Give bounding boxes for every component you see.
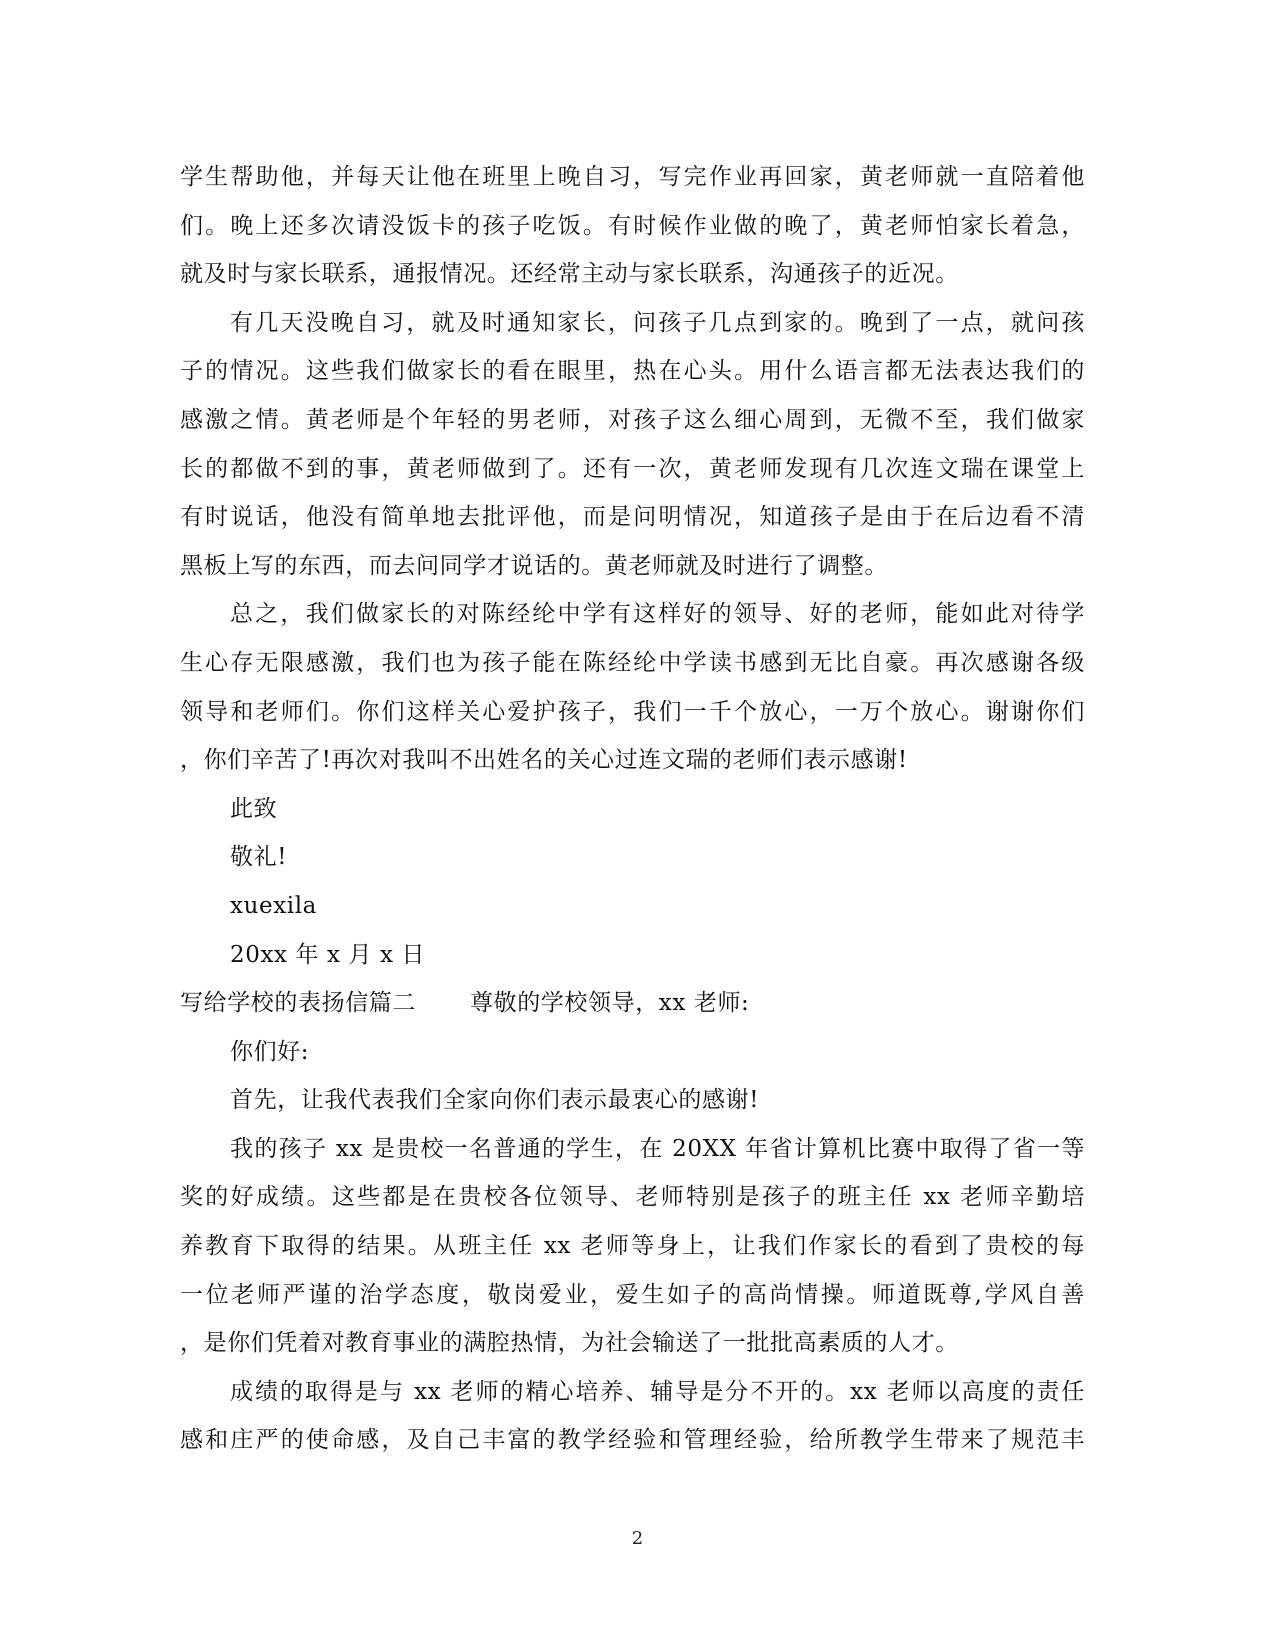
paragraph-line: 总之，我们做家长的对陈经纶中学有这样好的领导、好的老师，能如此对待学 [230, 601, 1085, 628]
paragraph-line: 奖的好成绩。这些都是在贵校各位领导、老师特别是孩子的班主任 xx 老师辛勤培 [180, 1184, 1085, 1211]
letter-date: 20xx 年 x 月 x 日 [230, 941, 426, 968]
paragraph-line: 们。晚上还多次请没饭卡的孩子吃饭。有时候作业做的晚了，黄老师怕家长着急， [180, 212, 1085, 239]
page-number: 2 [631, 1528, 644, 1549]
paragraph-line: 有几天没晚自习，就及时通知家长，问孩子几点到家的。晚到了一点，就问孩 [230, 309, 1085, 336]
paragraph-line: 长的都做不到的事，黄老师做到了。还有一次，黄老师发现有几次连文瑞在课堂上 [180, 455, 1085, 482]
paragraph-line: 黑板上写的东西，而去问同学才说话的。黄老师就及时进行了调整。 [180, 552, 888, 579]
paragraph-line: 我的孩子 xx 是贵校一名普通的学生，在 20XX 年省计算机比赛中取得了省一等 [230, 1135, 1085, 1162]
letter-thanks: 首先，让我代表我们全家向你们表示最衷心的感谢! [230, 1087, 760, 1114]
letter-recipient: 尊敬的学校领导，xx 老师: [470, 990, 750, 1017]
paragraph-line: 养教育下取得的结果。从班主任 xx 老师等身上，让我们作家长的看到了贵校的每 [180, 1233, 1085, 1260]
paragraph-line: 领导和老师们。你们这样关心爱护孩子，我们一千个放心，一万个放心。谢谢你们 [180, 698, 1085, 725]
paragraph-line: 一位老师严谨的治学态度，敬岗爱业，爱生如子的高尚情操。师道既尊,学风自善 [180, 1281, 1085, 1308]
paragraph-line: ，是你们凭着对教育事业的满腔热情，为社会输送了一批批高素质的人才。 [180, 1330, 959, 1357]
signature: xuexila [230, 892, 317, 919]
paragraph-line: 学生帮助他，并每天让他在班里上晚自习，写完作业再回家，黄老师就一直陪着他 [180, 164, 1085, 190]
paragraph-line: 子的情况。这些我们做家长的看在眼里，热在心头。用什么语言都无法表达我们的 [180, 358, 1085, 385]
paragraph-line: 就及时与家长联系，通报情况。还经常主动与家长联系，沟通孩子的近况。 [180, 261, 959, 288]
paragraph-line: 成绩的取得是与 xx 老师的精心培养、辅导是分不开的。xx 老师以高度的责任 [230, 1378, 1085, 1405]
closing-regards: 敬礼! [230, 844, 288, 871]
letter-greeting: 你们好: [230, 1038, 310, 1065]
paragraph-line: 感和庄严的使命感，及自己丰富的教学经验和管理经验，给所教学生带来了规范丰 [180, 1427, 1085, 1454]
section-header [180, 979, 1085, 1028]
closing-salutation: 此致 [230, 795, 278, 822]
paragraph-line: 生心存无限感激，我们也为孩子能在陈经纶中学读书感到无比自豪。再次感谢各级 [180, 649, 1085, 676]
paragraph-line: ，你们辛苦了!再次对我叫不出姓名的关心过连文瑞的老师们表示感谢! [180, 747, 908, 774]
paragraph-line: 有时说话，他没有简单地去批评他，而是问明情况，知道孩子是由于在后边看不清 [180, 504, 1085, 531]
document-body [180, 153, 1085, 1465]
section-title: 写给学校的表扬信篇二 [180, 990, 416, 1017]
paragraph-line: 感激之情。黄老师是个年轻的男老师，对孩子这么细心周到，无微不至，我们做家 [180, 406, 1085, 433]
